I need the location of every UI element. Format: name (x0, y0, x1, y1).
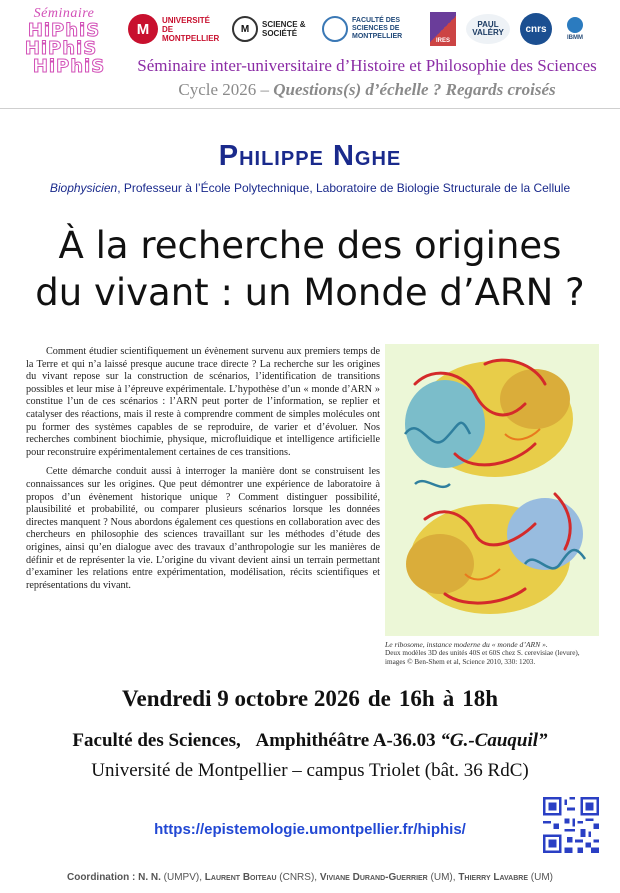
event-place (0, 730, 620, 752)
coordinator-org: (UMPV), (163, 872, 202, 883)
talk-title-line-1: À la recherche des origines (58, 224, 562, 267)
brand-name-3: HiPhiS (32, 56, 106, 77)
coordinator-name: N. N. (138, 872, 161, 883)
paul-valery-logo: PAUL VALÉRY (466, 14, 510, 44)
seminar-title: Séminaire inter-universitaire d’Histoire et Philosophie des Sciences (137, 56, 597, 75)
coordination (0, 872, 620, 883)
cycle-prefix: Cycle 2026 – (178, 80, 270, 99)
um-mark: M (128, 14, 158, 44)
figure-caption-detail: Deux modèles 3D des unités 40S et 60S chez S. cerevisiae (levure), images © Ben-Shem et al, Science 2010, 330: 1203. (385, 649, 580, 666)
cycle-line (124, 80, 610, 100)
coordinator-name: Viviane Durand-Guerrier (319, 872, 428, 883)
abstract-paragraph-2: Cette démarche conduit aussi à interroger la manière dont se construisent les connaissances sur les origines. Que peut démontrer une expérience de laboratoire à propos d’un évènement historique unique ? Comment distinguer possibilité, plausibilité et probabilité, ou comparer plusieurs scénarios lorsque les données directes manquent ? Nous abordons également ces questions en collaboration avec des chercheurs en philosophie des sciences travaillant sur les méthodes d’étude des origines, ainsi qu’en dialogue avec des travaux d’anthropologie sur les manières de définir et de représenter la vie. L’origine du vivant devient ainsi un terrain permettant d’examiner les relations entre expérimentation, modélisation, récits scientifiques et représentations du vivant. (26, 466, 380, 591)
ribosome-illustration (385, 344, 599, 636)
cnrs-logo: cnrs (520, 13, 552, 45)
website-link[interactable]: https://epistemologie.umontpellier.fr/hiphis/ (154, 821, 466, 838)
event-room-name: “G.-Cauquil” (440, 730, 548, 751)
figure-caption-main: Le ribosome, instance moderne du « monde d’ARN ». (385, 640, 548, 649)
speaker-institution: , Professeur à l’École Polytechnique, Laboratoire de Biologie Structurale de la Cellule (117, 181, 571, 195)
header-divider (0, 108, 620, 109)
um-text: UNIVERSITÉ DE MONTPELLIER (162, 15, 220, 43)
speaker-affiliation (0, 181, 620, 195)
fds-ring-icon (322, 16, 348, 42)
cycle-theme: Questions(s) d’échelle ? Regards croisés (273, 80, 556, 99)
coordinator-name: Laurent Boiteau (204, 872, 277, 883)
coordinator-org: (UM) (530, 872, 554, 883)
speaker-name: Philippe Nghe (218, 140, 402, 172)
qr-code-icon[interactable] (543, 797, 599, 853)
event-campus: Université de Montpellier – campus Triolet (bât. 36 RdC) (91, 760, 529, 781)
ibmm-mark (567, 17, 583, 33)
figure-caption (385, 640, 601, 667)
ss-mark: M (232, 16, 258, 42)
coordination-label: Coordination : (66, 872, 136, 883)
coordinator-org: (CNRS), (279, 872, 318, 883)
coordinator-org: (UM), (430, 872, 456, 883)
event-room: Amphithéâtre A-36.03 (255, 730, 436, 751)
partner-logos (128, 8, 612, 50)
event-end: 18h (462, 686, 498, 711)
ribosome-image (385, 344, 599, 636)
speaker-role: Biophysicien (49, 181, 118, 195)
faculte-sciences-logo (322, 16, 420, 42)
talk-title (0, 222, 620, 316)
science-societe-logo (232, 16, 312, 42)
brand-name-2: HiPhiS (24, 38, 98, 59)
brand-seminaire: Séminaire (33, 6, 95, 21)
hiphis-logo (14, 6, 114, 76)
abstract (26, 346, 380, 599)
event-datetime (0, 686, 620, 712)
universite-montpellier-logo (128, 14, 222, 44)
ires-logo: IRES (430, 12, 456, 46)
coordinator-name: Thierry Lavabre (458, 872, 529, 883)
event-start: 16h (398, 686, 435, 711)
event-to-word: à (442, 686, 455, 711)
event-from-word: de (367, 686, 391, 711)
event-faculty: Faculté des Sciences, (72, 730, 241, 751)
event-date: Vendredi 9 octobre 2026 (122, 686, 360, 711)
talk-title-line-2: du vivant : un Monde d’ARN ? (35, 271, 585, 314)
ibmm-text: IBMM (567, 35, 583, 41)
brand-name-1: HiPhiS (27, 20, 101, 41)
ss-text: SCIENCE & SOCIÉTÉ (262, 20, 306, 38)
fds-text: FACULTÉ DES SCIENCES DE MONTPELLIER (352, 17, 403, 40)
abstract-paragraph-1: Comment étudier scientifiquement un évènement survenu aux premiers temps de la Terre et qui n’a laissé presque aucune trace directe ? La recherche sur les origines du vivant repose sur la construction de scénarios, l’identification de transitions possibles et leur mise à l’épreuve expérimentale. L’hypothèse d’un « monde d’ARN » constitue l’un de ces scénarios : l’ARN peut porter de l’information, se replier et catalyser des réactions, mais il reste à comprendre comment de simples molécules ont pu former des systèmes capables de se reproduire, de varier et d’évoluer. Nos recherches combinent biochimie, physique, microfluidique et intelligence artificielle pour reconstruire expérimentalement certaines de ces transitions. (26, 346, 380, 458)
ibmm-logo (562, 17, 588, 41)
